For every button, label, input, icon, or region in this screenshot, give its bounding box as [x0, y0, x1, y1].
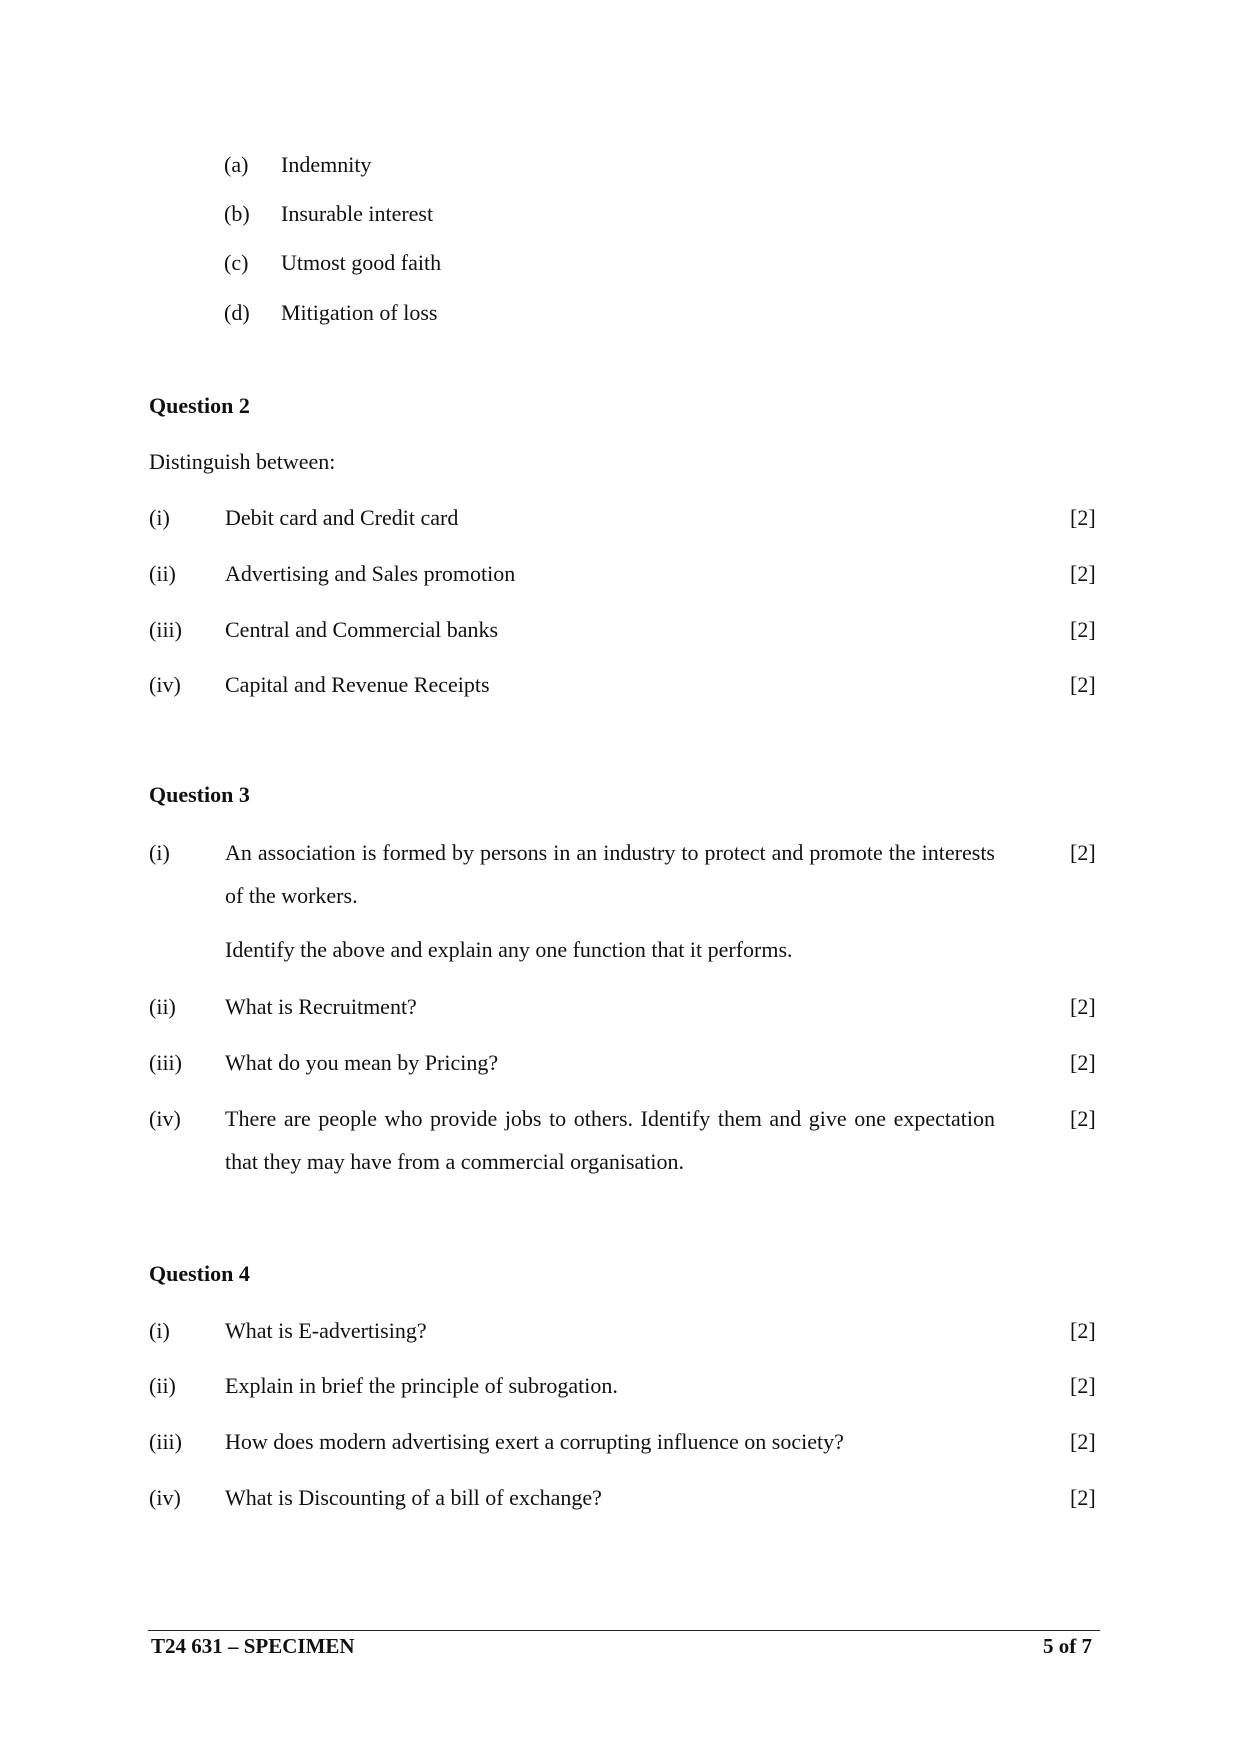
item-marks: [2] — [1070, 617, 1096, 642]
item-text: Advertising and Sales promotion — [225, 561, 516, 586]
option-label: (b) — [224, 201, 250, 226]
item-number: (ii) — [149, 994, 176, 1019]
item-number: (iv) — [149, 672, 181, 697]
item-text: Central and Commercial banks — [225, 617, 499, 642]
option-d — [0, 300, 1241, 330]
item-marks: [2] — [1070, 1373, 1096, 1398]
item-marks: [2] — [1070, 1106, 1096, 1131]
item-marks: [2] — [1070, 840, 1096, 865]
item-text: An association is formed by persons in an industry to protect and promote the interests of the workers. — [225, 840, 995, 908]
item-marks: [2] — [1070, 561, 1096, 586]
item-marks: [2] — [1070, 505, 1096, 530]
footer-divider — [148, 1630, 1100, 1631]
item-text: There are people who provide jobs to others. Identify them and give one expectation that they may have from a commercial organisation. — [225, 1106, 995, 1174]
option-a — [0, 152, 1241, 182]
item-marks: [2] — [1070, 1485, 1096, 1510]
item-number: (ii) — [149, 561, 176, 586]
question-4-heading: Question 4 — [149, 1261, 250, 1286]
question-2-heading: Question 2 — [149, 393, 250, 418]
footer-page-number: 5 of 7 — [1043, 1634, 1092, 1658]
item-marks: [2] — [1070, 672, 1096, 697]
item-marks: [2] — [1070, 1050, 1096, 1075]
option-text: Utmost good faith — [281, 250, 442, 275]
option-text: Insurable interest — [281, 201, 434, 226]
item-text: What is Recruitment? — [225, 994, 417, 1019]
item-text: What do you mean by Pricing? — [225, 1050, 499, 1075]
question-3-heading: Question 3 — [149, 782, 250, 807]
question-3-item-i-followup: Identify the above and explain any one function that it performs. — [225, 937, 793, 962]
item-marks: [2] — [1070, 994, 1096, 1019]
item-number: (ii) — [149, 1373, 176, 1398]
item-number: (iii) — [149, 617, 182, 642]
item-number: (i) — [149, 1318, 170, 1343]
item-text: Explain in brief the principle of subrogation. — [225, 1373, 618, 1398]
option-label: (d) — [224, 300, 250, 325]
item-number: (iv) — [149, 1485, 181, 1510]
option-text: Mitigation of loss — [281, 300, 438, 325]
item-marks: [2] — [1070, 1318, 1096, 1343]
option-c — [0, 250, 1241, 280]
option-label: (c) — [224, 250, 249, 275]
item-text: What is E-advertising? — [225, 1318, 427, 1343]
item-text: Debit card and Credit card — [225, 505, 459, 530]
option-text: Indemnity — [281, 152, 372, 177]
option-label: (a) — [224, 152, 249, 177]
option-b — [0, 201, 1241, 231]
item-number: (iv) — [149, 1106, 181, 1131]
item-number: (iii) — [149, 1429, 182, 1454]
item-marks: [2] — [1070, 1429, 1096, 1454]
item-number: (i) — [149, 505, 170, 530]
item-text: Capital and Revenue Receipts — [225, 672, 490, 697]
question-2-intro: Distinguish between: — [149, 449, 336, 474]
item-number: (i) — [149, 840, 170, 865]
item-number: (iii) — [149, 1050, 182, 1075]
item-text: What is Discounting of a bill of exchange? — [225, 1485, 602, 1510]
item-text: How does modern advertising exert a corrupting influence on society? — [225, 1429, 844, 1454]
footer-paper-code: T24 631 – SPECIMEN — [151, 1634, 355, 1658]
